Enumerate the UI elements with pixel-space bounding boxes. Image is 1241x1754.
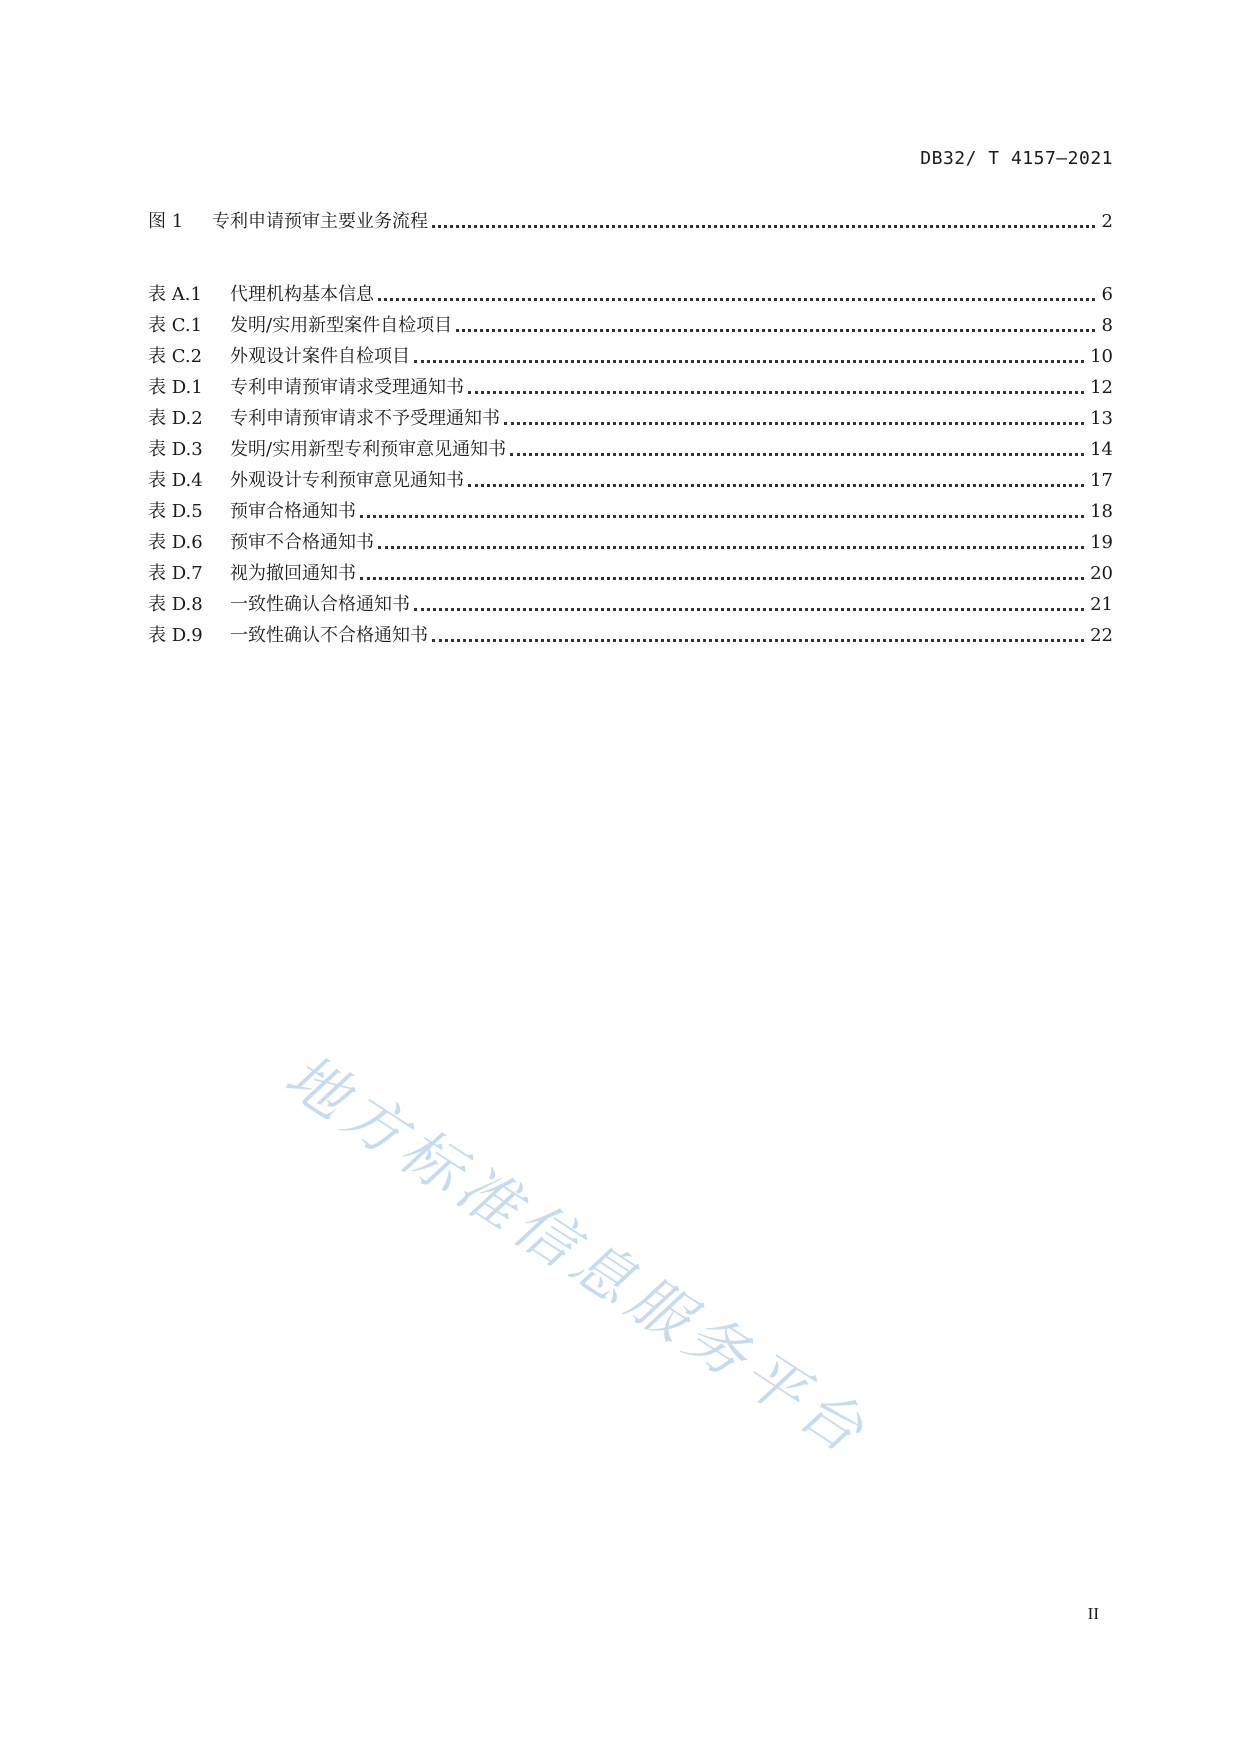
- toc-label: 图 1: [148, 211, 184, 232]
- dot-leader: [468, 484, 1084, 487]
- toc-label: 表 A.1: [148, 284, 202, 305]
- toc-entry[interactable]: [148, 306, 1113, 337]
- toc-entry[interactable]: [148, 461, 1113, 492]
- toc-page-number: 10: [1090, 346, 1113, 367]
- toc-label: 表 D.5: [148, 501, 203, 522]
- toc-title: 一致性确认不合格通知书: [230, 625, 428, 646]
- toc-page-number: 19: [1090, 532, 1113, 553]
- dot-leader: [360, 577, 1084, 580]
- toc-label: 表 D.1: [148, 377, 203, 398]
- toc-page-number: 2: [1101, 211, 1113, 232]
- toc-label: 表 D.7: [148, 563, 203, 584]
- toc-title: 视为撤回通知书: [230, 563, 356, 584]
- toc-label: 表 C.1: [148, 315, 203, 336]
- toc-page-number: 12: [1090, 377, 1113, 398]
- toc-entry[interactable]: [148, 368, 1113, 399]
- dot-leader: [360, 515, 1084, 518]
- dot-leader: [432, 639, 1084, 642]
- toc-entry[interactable]: [148, 523, 1113, 554]
- dot-leader: [456, 329, 1095, 332]
- toc-title: 专利申请预审主要业务流程: [212, 211, 428, 232]
- toc-page-number: 20: [1090, 563, 1113, 584]
- toc-entry[interactable]: [148, 585, 1113, 616]
- toc-title: 一致性确认合格通知书: [230, 594, 410, 615]
- dot-leader: [414, 360, 1084, 363]
- toc-label: 表 D.8: [148, 594, 203, 615]
- toc-entry[interactable]: [148, 430, 1113, 461]
- toc-page-number: 22: [1090, 625, 1113, 646]
- toc-entry[interactable]: [148, 202, 1113, 233]
- toc-label: 表 D.4: [148, 470, 203, 491]
- dot-leader: [378, 546, 1084, 549]
- dot-leader: [432, 225, 1095, 228]
- table-list: [148, 275, 1113, 647]
- toc-page-number: 13: [1090, 408, 1113, 429]
- dot-leader: [414, 608, 1084, 611]
- toc-title: 专利申请预审请求不予受理通知书: [230, 408, 500, 429]
- toc-page-number: 6: [1101, 284, 1113, 305]
- toc-label: 表 D.3: [148, 439, 203, 460]
- toc-title: 发明/实用新型专利预审意见通知书: [230, 439, 507, 460]
- toc-page-number: 14: [1090, 439, 1113, 460]
- toc-title: 代理机构基本信息: [230, 284, 374, 305]
- toc-label: 表 D.9: [148, 625, 203, 646]
- toc-page-number: 17: [1090, 470, 1113, 491]
- toc-entry[interactable]: [148, 399, 1113, 430]
- toc-page-number: 21: [1090, 594, 1113, 615]
- dot-leader: [504, 422, 1084, 425]
- watermark-text: 地方标准信息服务平台: [272, 1040, 882, 1470]
- toc-title: 预审不合格通知书: [230, 532, 374, 553]
- toc-label: 表 C.2: [148, 346, 203, 367]
- toc-title: 专利申请预审请求受理通知书: [230, 377, 464, 398]
- toc-entry[interactable]: [148, 616, 1113, 647]
- dot-leader: [510, 453, 1084, 456]
- toc-entry[interactable]: [148, 492, 1113, 523]
- page-number: II: [1087, 1604, 1099, 1623]
- dot-leader: [468, 391, 1084, 394]
- toc-entry[interactable]: [148, 275, 1113, 306]
- toc-page-number: 18: [1090, 501, 1113, 522]
- toc-label: 表 D.6: [148, 532, 203, 553]
- figure-list: [148, 202, 1113, 233]
- toc-entry[interactable]: [148, 554, 1113, 585]
- dot-leader: [378, 298, 1095, 301]
- toc-title: 发明/实用新型案件自检项目: [230, 315, 453, 336]
- toc-label: 表 D.2: [148, 408, 203, 429]
- toc-entry[interactable]: [148, 337, 1113, 368]
- toc-title: 外观设计专利预审意见通知书: [230, 470, 464, 491]
- toc-title: 外观设计案件自检项目: [230, 346, 410, 367]
- document-code: DB32/ T 4157—2021: [920, 148, 1113, 169]
- toc-title: 预审合格通知书: [230, 501, 356, 522]
- toc-page-number: 8: [1101, 315, 1113, 336]
